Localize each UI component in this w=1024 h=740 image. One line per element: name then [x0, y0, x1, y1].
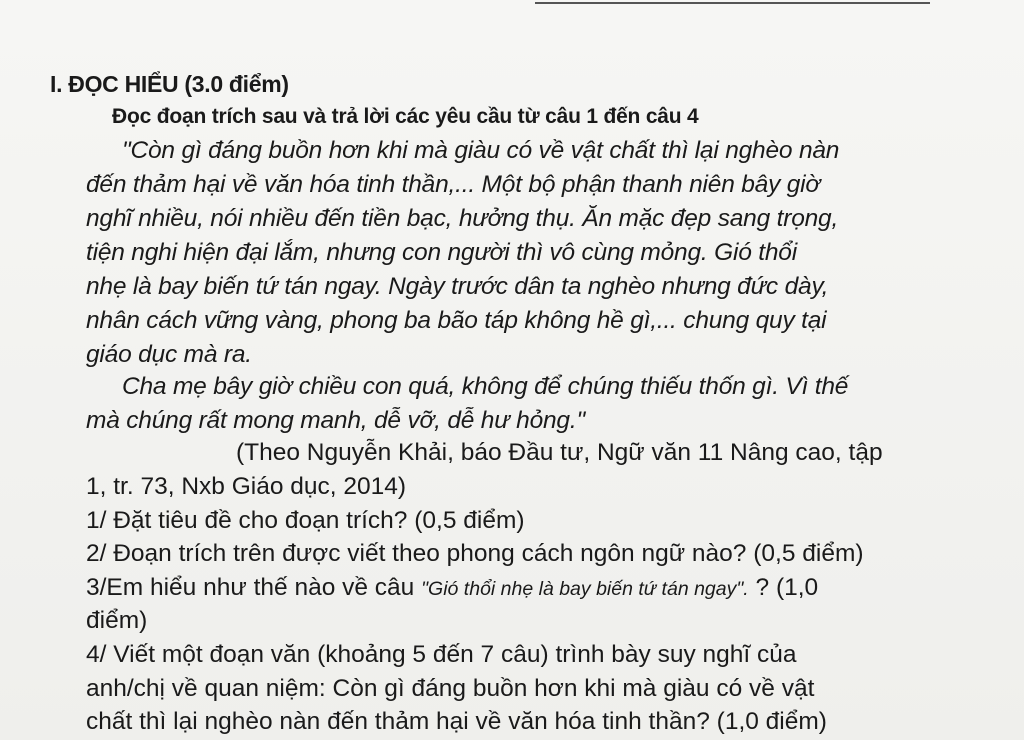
question-4-line: anh/chị về quan niệm: Còn gì đáng buồn hơn khi mà giàu có về vật [86, 675, 815, 702]
question-2: 2/ Đoạn trích trên được viết theo phong cách ngôn ngữ nào? (0,5 điểm) [86, 540, 864, 567]
excerpt-line: giáo dục mà ra. [86, 341, 252, 368]
question-3-prefix: 3/Em hiểu như thế nào về câu [86, 574, 422, 601]
question-4-line: 4/ Viết một đoạn văn (khoảng 5 đến 7 câu) trình bày suy nghĩ của [86, 641, 797, 668]
excerpt-line: nghĩ nhiều, nói nhiều đến tiền bạc, hưởng thụ. Ăn mặc đẹp sang trọng, [86, 205, 839, 232]
excerpt-line: "Còn gì đáng buồn hơn khi mà giàu có về vật chất thì lại nghèo nàn [122, 137, 840, 164]
question-1: 1/ Đặt tiêu đề cho đoạn trích? (0,5 điểm) [86, 507, 525, 534]
question-4-line: chất thì lại nghèo nàn đến thảm hại về văn hóa tinh thần? (1,0 điểm) [86, 708, 827, 735]
section-heading: I. ĐỌC HIỂU (3.0 điểm) [50, 71, 289, 97]
excerpt-line: nhân cách vững vàng, phong ba bão táp không hề gì,... chung quy tại [86, 307, 827, 334]
excerpt-line: tiện nghi hiện đại lắm, nhưng con người thì vô cùng mỏng. Gió thổi [86, 239, 797, 266]
excerpt-line: nhẹ là bay biến tứ tán ngay. Ngày trước dân ta nghèo nhưng đức dày, [86, 273, 829, 300]
question-3 [86, 572, 818, 605]
top-rule [535, 2, 930, 4]
excerpt-line: Cha mẹ bây giờ chiều con quá, không để chúng thiếu thốn gì. Vì thế [122, 373, 849, 400]
citation-line: 1, tr. 73, Nxb Giáo dục, 2014) [86, 473, 407, 500]
section-instruction: Đọc đoạn trích sau và trả lời các yêu cầu từ câu 1 đến câu 4 [112, 105, 699, 128]
excerpt-line: mà chúng rất mong manh, dễ vỡ, dễ hư hỏng." [86, 407, 585, 434]
question-3-continued: điểm) [86, 607, 148, 634]
citation-line: (Theo Nguyễn Khải, báo Đầu tư, Ngữ văn 11 Nâng cao, tập [236, 439, 883, 466]
excerpt-line: đến thảm hại về văn hóa tinh thần,... Một bộ phận thanh niên bây giờ [86, 171, 821, 198]
question-3-quote: "Gió thổi nhẹ là bay biến tứ tán ngay". [421, 578, 749, 600]
question-3-suffix: ? (1,0 [748, 574, 819, 601]
